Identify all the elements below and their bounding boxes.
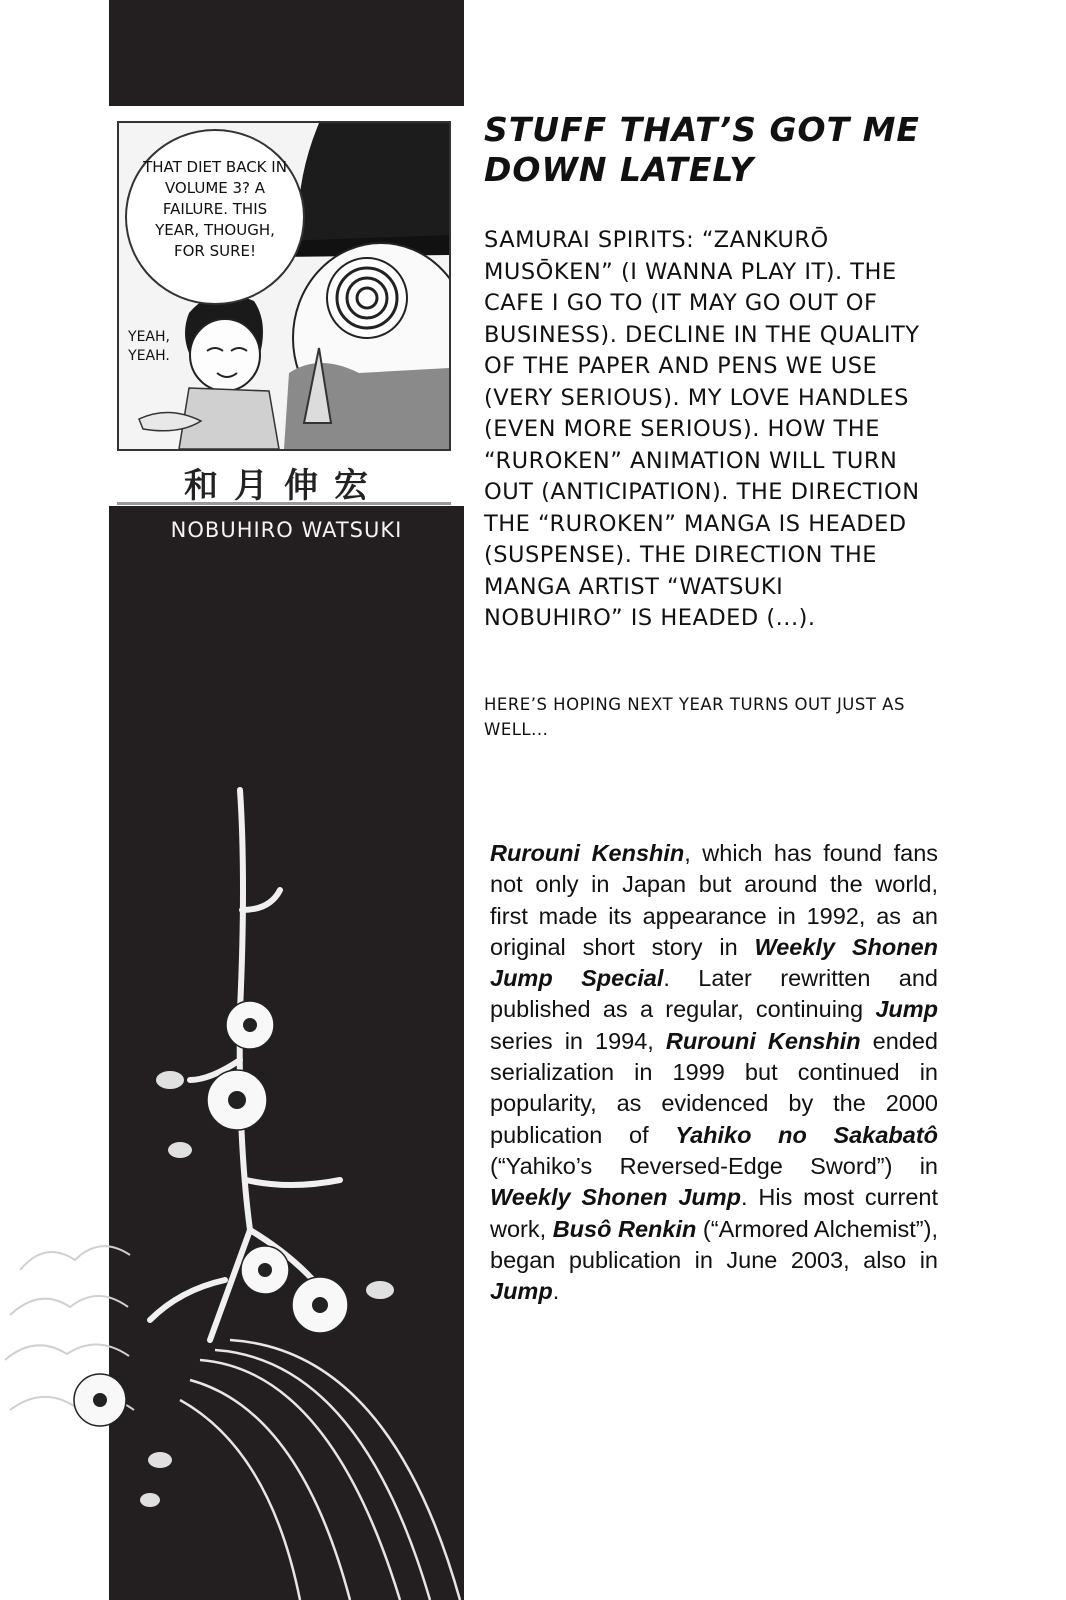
comment-heading: STUFF THAT’S GOT ME DOWN LATELY <box>484 110 920 189</box>
speech-bubble-reply: YEAH, YEAH. <box>128 329 170 364</box>
bio-text: , which has found fans not only in Japan but around the world, first made its appearance in 1992, as an original short story in <box>490 840 939 960</box>
bio-title: Jump <box>490 1278 553 1305</box>
bio-title: Busô Renkin <box>552 1215 697 1242</box>
bio-title: Rurouni Kenshin <box>490 840 685 866</box>
author-self-portrait-panel <box>117 121 451 451</box>
bio-title: Weekly Shonen Jump <box>490 1184 742 1211</box>
bio-text: series in 1994, <box>490 1027 666 1054</box>
bio-title: Weekly Shonen Jump Special <box>490 933 939 992</box>
author-name-kanji: 和月伸宏 <box>117 458 451 505</box>
bio-text: ended serialization in 1999 but continued in popularity, as evidenced by the 2000 publication of <box>490 1027 939 1148</box>
author-bio <box>490 838 938 1307</box>
author-name-english: NOBUHIRO WATSUKI <box>170 518 403 542</box>
bio-text: (“Armored Alchemist”), began publication in June 2003, also in <box>490 1215 938 1273</box>
water-lines <box>180 1340 460 1600</box>
bio-text: . His most current work, <box>490 1184 938 1242</box>
bio-title: Rurouni Kenshin <box>665 1027 861 1054</box>
plum-blossom-artwork <box>0 760 470 1600</box>
bio-text: . Later rewritten and published as a regular, continuing <box>490 965 938 1023</box>
bio-title: Yahiko no Sakabatô <box>675 1121 938 1148</box>
bio-text: (“Yahiko’s Reversed-Edge Sword”) in <box>490 1152 938 1179</box>
bio-text: . <box>552 1278 560 1305</box>
top-black-band <box>109 0 464 106</box>
comment-body: SAMURAI SPIRITS: “ZANKURŌ MUSŌKEN” (I WANNA PLAY IT). THE CAFE I GO TO (IT MAY GO OUT OF BUSINESS). DECLINE IN THE QUALITY OF THE PAPER AND PENS WE USE (VERY SERIOUS). MY LOVE HANDLES (EVEN MORE SERIOUS). HOW THE “RUROKEN” ANIMATION WILL TURN OUT (ANTICIPATION). THE DIRECTION THE “RUROKEN” MANGA IS HEADED (SUSPENSE). THE DIRECTION THE MANGA ARTIST “WATSUKI NOBUHIRO” IS HEADED (...). <box>484 227 920 631</box>
comment-closing: HERE’S HOPING NEXT YEAR TURNS OUT JUST AS WELL... <box>484 695 905 739</box>
speech-bubble-author: THAT DIET BACK IN VOLUME 3? A FAILURE. THIS YEAR, THOUGH, FOR SURE! <box>125 129 305 305</box>
bio-title: Jump <box>875 996 938 1023</box>
